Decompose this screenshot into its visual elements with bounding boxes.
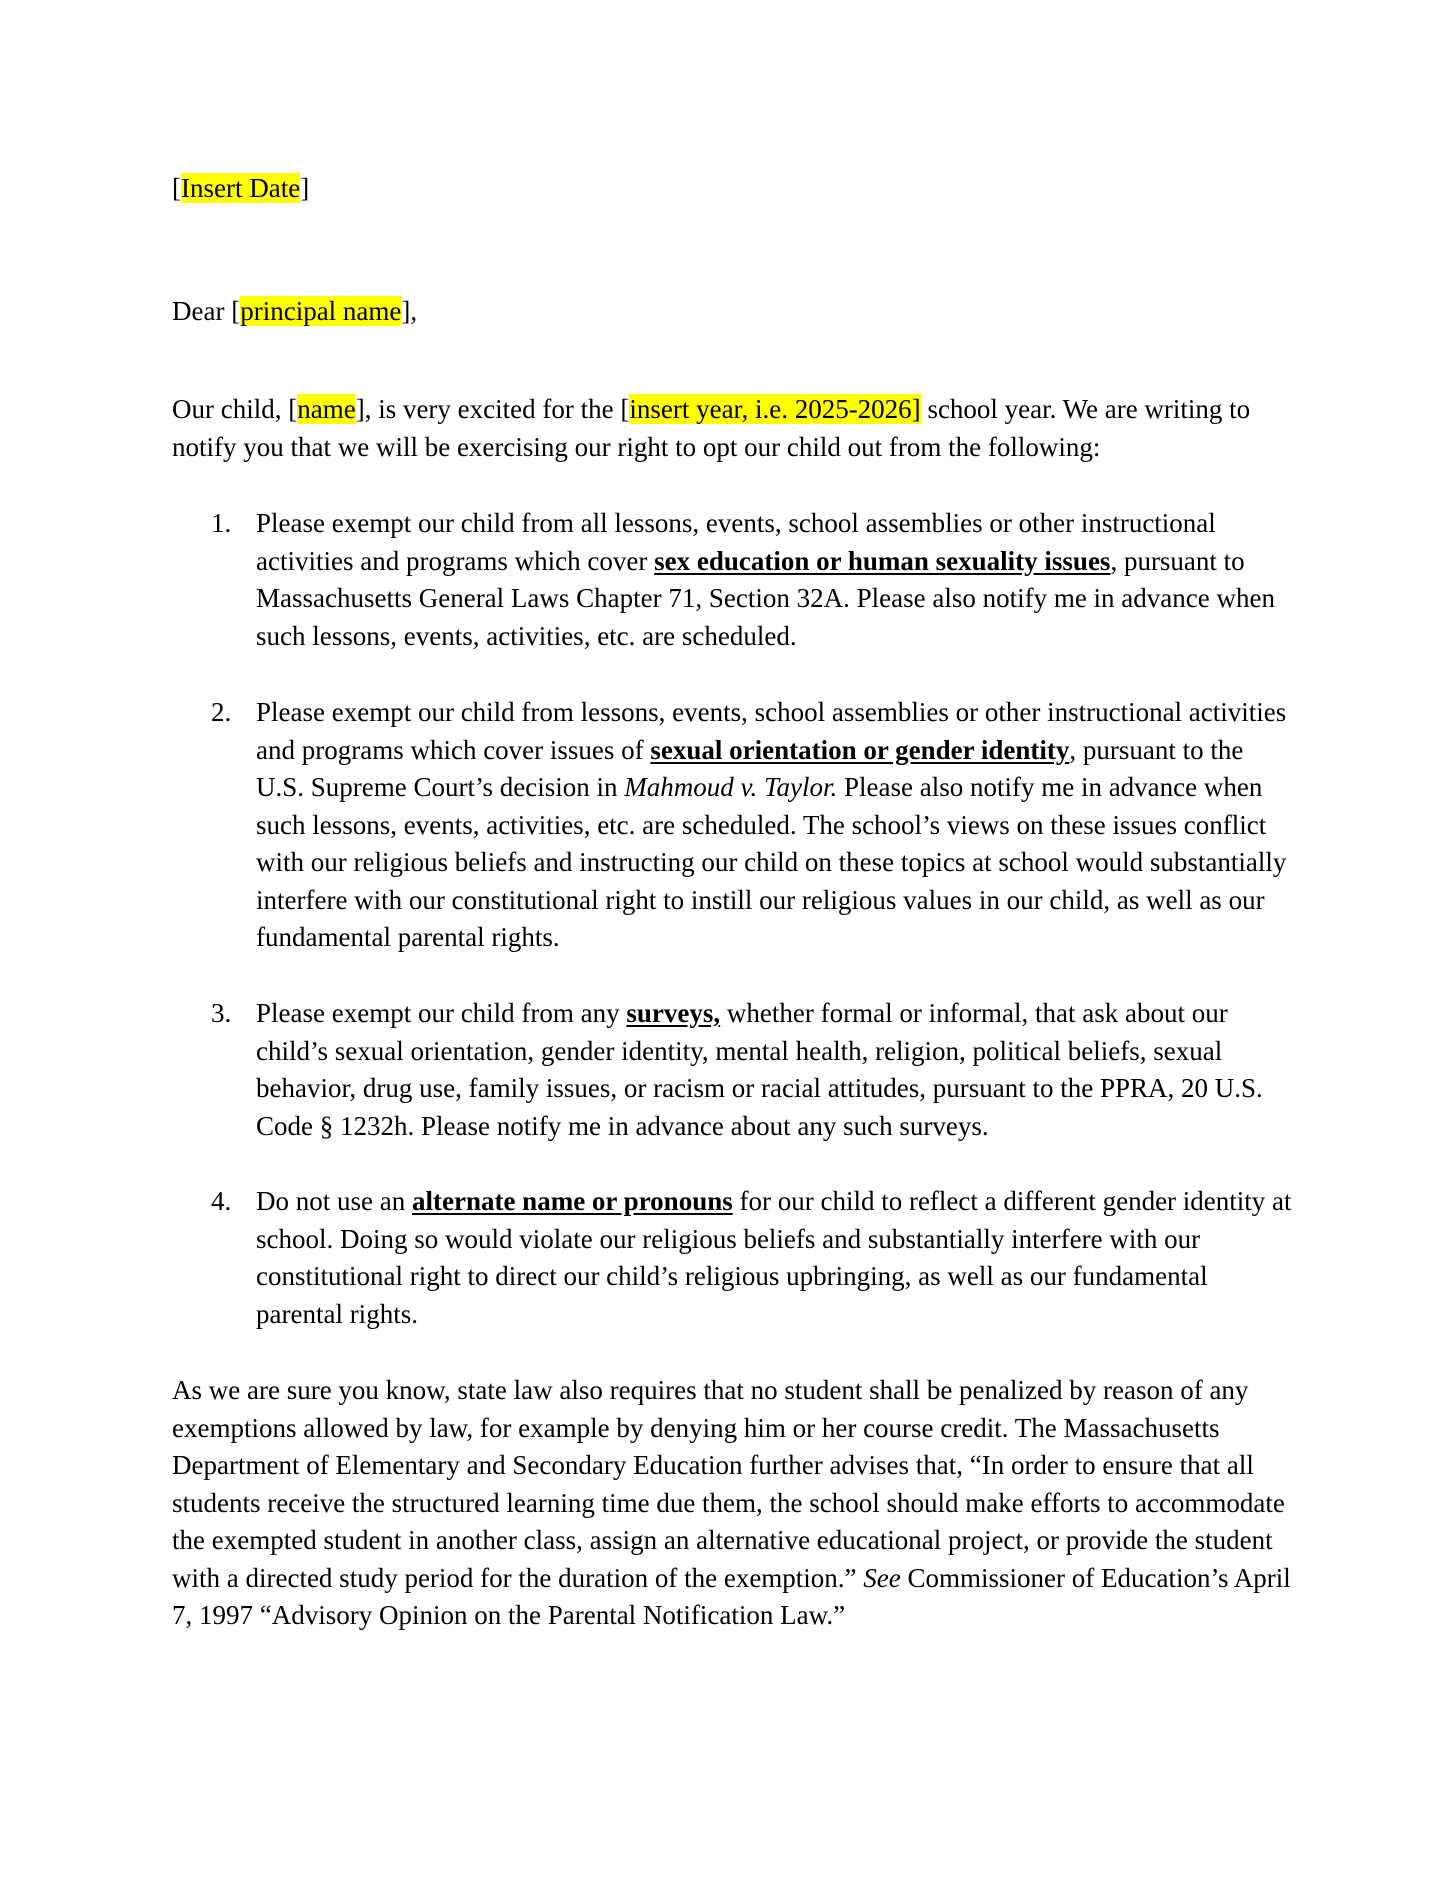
item-text: , pursuant to Massachusetts General Laws Chapter 71, Section 32A. Please also notify me in advance when such lessons, events, activities, etc. are scheduled. xyxy=(256,545,1275,651)
item-text: Please exempt our child from all lessons, events, school assemblies or other instructional activities and programs which cover xyxy=(256,508,1216,576)
item-emphasis: surveys, xyxy=(626,998,721,1028)
date-line xyxy=(172,170,1292,208)
list-item xyxy=(211,995,1296,1145)
item-emphasis: sexual orientation or gender identity xyxy=(650,734,1070,765)
closing-text-1: As we are sure you know, state law also requires that no student shall be penalized by reason of any exemptions allowed by law, for example by denying him or her course credit. The Massachusetts Department of Elementary and Secondary Education further advises that, “In order to ensure that all students receive the structured learning time due them, the school should make efforts to accommodate the exempted student in another class, assign an alternative educational project, or provide the student with a directed study period for the duration of the exemption.” xyxy=(172,1375,1285,1593)
intro-paragraph xyxy=(172,391,1292,466)
date-placeholder: Insert Date xyxy=(181,173,301,203)
salutation-bracket-close: ], xyxy=(401,296,418,326)
list-item xyxy=(211,505,1296,655)
item-number: 1. xyxy=(211,508,232,538)
see-signal: See xyxy=(863,1562,901,1593)
item-emphasis: alternate name or pronouns xyxy=(411,1186,733,1216)
item-number: 2. xyxy=(211,697,232,727)
salutation-bracket-open: [ xyxy=(231,296,241,326)
closing-paragraph xyxy=(172,1372,1292,1635)
item-text: , pursuant to the U.S. Supreme Court’s decision in xyxy=(256,734,1244,802)
intro-text-3: school year. We are writing to notify you that we will be exercising our right to opt our child out from the following: xyxy=(172,394,1251,462)
salutation xyxy=(172,293,1292,331)
item-number: 3. xyxy=(211,998,232,1028)
item-text: Please also notify me in advance when such lessons, events, activities, etc. are scheduled. The school’s views on these issues conflict with our religious beliefs and instructing our child on these topics at school would substantially interfere with our constitutional right to instill our religious values in our child, as well as our fundamental parental rights. xyxy=(256,772,1287,952)
principal-name-placeholder: principal name xyxy=(240,296,402,326)
closing-text-2: Commissioner of Education’s April 7, 1997 “Advisory Opinion on the Parental Notification Law.” xyxy=(172,1562,1291,1630)
salutation-prefix: Dear xyxy=(172,296,232,326)
item-emphasis: sex education or human sexuality issues xyxy=(654,545,1111,576)
case-citation: Mahmoud v. Taylor. xyxy=(624,772,838,802)
date-bracket-open: [ xyxy=(172,173,181,203)
item-number: 4. xyxy=(211,1186,232,1216)
date-bracket-close: ] xyxy=(300,173,310,203)
list-item xyxy=(211,1183,1296,1333)
intro-text-2: ], is very excited for the [ xyxy=(355,394,630,424)
list-item xyxy=(211,694,1296,957)
item-text: Do not use an xyxy=(256,1186,412,1216)
intro-text-1: Our child, [ xyxy=(172,394,298,424)
item-text: for our child to reflect a different gender identity at school. Doing so would violate our religious beliefs and substantially interfere with our constitutional right to direct our child’s religious upbringing, as well as our fundamental parental rights. xyxy=(256,1186,1292,1329)
item-text: Please exempt our child from lessons, events, school assemblies or other instructional activities and programs which cover issues of xyxy=(256,697,1287,765)
child-name-placeholder: name xyxy=(297,394,356,424)
item-text: Please exempt our child from any xyxy=(256,998,627,1028)
school-year-placeholder: insert year, i.e. 2025-2026] xyxy=(629,394,921,424)
item-text: whether formal or informal, that ask about our child’s sexual orientation, gender identity, mental health, religion, political beliefs, sexual behavior, drug use, family issues, or racism or racial attitudes, pursuant to the PPRA, 20 U.S. Code § 1232h. Please notify me in advance about any such surveys. xyxy=(256,998,1263,1141)
